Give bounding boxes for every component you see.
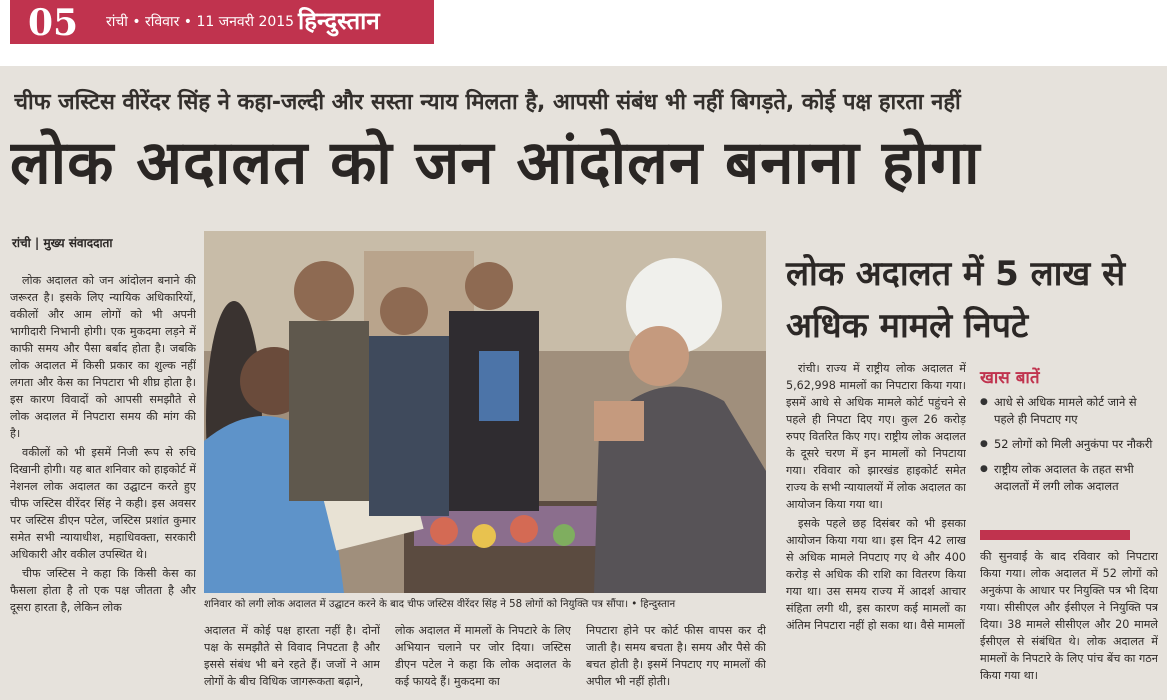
divider-bar: [980, 530, 1130, 540]
photo-caption: शनिवार को लगी लोक अदालत में उद्घाटन करने के बाद चीफ जस्टिस वीरेंदर सिंह ने 58 लोगों को नियुक्ति पत्र सौंपा। • हिन्दुस्तान: [204, 599, 676, 610]
main-headline: लोक अदालत को जन आंदोलन बनाना होगा: [10, 128, 981, 198]
kicker-headline: चीफ जस्टिस वीरेंदर सिंह ने कहा-जल्दी और सस्ता न्याय मिलता है, आपसी संबंध भी नहीं बिगड़ते, कोई पक्ष हारता नहीं: [14, 90, 961, 115]
sidebar-continuation: की सुनवाई के बाद रविवार को निपटारा किया गया। लोक अदालत में 52 लोगों को अनुकंपा के आधार पर नियुक्ति पत्र भी दिया गया। सीसीएल और ईसीएल ने नियुक्ति पत्र दिया। 38 मामले सीसीएल और 20 मामले ईसीएल से संबंधित थे। लोक अदालत में मामलों के निपटारे के लिए पांच बेंच का गठन किया गया था।: [980, 550, 1158, 682]
paragraph: रांची। राज्य में राष्ट्रीय लोक अदालत में 5,62,998 मामलों का निपटारा किया गया। इसमें आधे से अधिक मामले कोर्ट पहुंचने से पहले ही निपटा दिए गए। कुल 26 करोड़ रुपए वितरित किए गए। राष्ट्रीय लोक अदालत के दूसरे चरण में इन मामलों को निपटाया गया। रविवार को झारखंड हाइकोर्ट समेत राज्य के सभी न्यायालयों में लोक अदालत का आयोजन किया गया था।: [786, 362, 966, 511]
sidebar-column: [786, 360, 966, 698]
paragraph: चीफ जस्टिस ने कहा कि किसी केस का फैसला होता है तो एक पक्ष जीतता है और दूसरा हारता है, लेकिन लोक: [10, 567, 196, 614]
article-column-3: लोक अदालत में मामलों के निपटारे के लिए अभियान चलाने पर जोर दिया। जस्टिस डीएन पटेल ने कहा कि लोक अदालत के कई फायदे हैं। मुकदमा का: [395, 624, 571, 688]
news-photo: [204, 231, 766, 593]
article-column-1: [10, 272, 196, 697]
list-item: ● 52 लोगों को मिली अनुकंपा पर नौकरी: [980, 436, 1156, 453]
paragraph: इसके पहले छह दिसंबर को भी इसका आयोजन किया गया था। इस दिन 42 लाख से अधिक मामले निपटाए गए थे और 400 करोड़ से अधिक की राशि का वितरण किया गया था। उस समय राज्य में आदर्श आचार संहिता लगी थी, इस कारण कई मामलों का अंतिम निपटारा नहीं हो सका था। वैसे मामलों: [786, 517, 966, 632]
article-column-4: निपटारा होने पर कोर्ट फीस वापस कर दी जाती है। समय बचता है। समय और पैसे की बचत होती है। इसमें निपटाए गए मामलों की अपील भी नहीं होती।: [586, 624, 766, 688]
photo-illustration: [204, 231, 766, 593]
paragraph: लोक अदालत को जन आंदोलन बनाने की जरूरत है। इसके लिए न्यायिक अधिकारियों, वकीलों और आम लोगों को भी अपनी भागीदारी निभानी होगी। एक मुकदमा लड़ने में काफी समय और पैसा बर्बाद होता है। जबकि लोक अदालत में किसी प्रकार का शुल्क नहीं लगता और केस का निपटारा भी शीघ्र होता है। इस कारण विवादों को आपसी समझौते से लोक अदालत में निपटारा समय की मांग की है।: [10, 274, 196, 440]
highlights-list: [980, 394, 1156, 495]
page-header-bar: [10, 0, 434, 44]
paragraph: वकीलों को भी इसमें निजी रूप से रुचि दिखानी होगी। यह बात शनिवार को हाइकोर्ट में नेशनल लोक अदालत का उद्घाटन करते हुए चीफ जस्टिस वीरेंदर सिंह ने कही। इस अवसर पर जस्टिस डीएन पटेल, जस्टिस प्रशांत कुमार समेत सभी न्यायाधीश, महाधिवक्ता, सरकारी अधिकारी और वकील उपस्थित थे।: [10, 446, 196, 561]
dateline: रांची | मुख्य संवाददाता: [12, 236, 113, 250]
list-item: ● आधे से अधिक मामले कोर्ट जाने से पहले ही निपटाए गए: [980, 394, 1156, 428]
highlights-title: खास बातें: [980, 368, 1040, 388]
sidebar-headline: लोक अदालत में 5 लाख से अधिक मामले निपटे: [786, 254, 1126, 346]
highlights-box: [980, 365, 1156, 503]
masthead: हिन्दुस्तान: [298, 6, 380, 35]
page-number: 05: [28, 2, 79, 44]
list-item: ● राष्ट्रीय लोक अदालत के तहत सभी अदालतों में लगी लोक अदालत: [980, 461, 1156, 495]
date-info: रांची • रविवार • 11 जनवरी 2015: [106, 14, 295, 30]
article-column-2: अदालत में कोई पक्ष हारता नहीं है। दोनों पक्ष के समझौते से विवाद निपटता है और इससे संबंध भी बने रहते हैं। जजों ने आम लोगों के बीच विधिक जागरूकता बढ़ाने,: [204, 624, 380, 688]
